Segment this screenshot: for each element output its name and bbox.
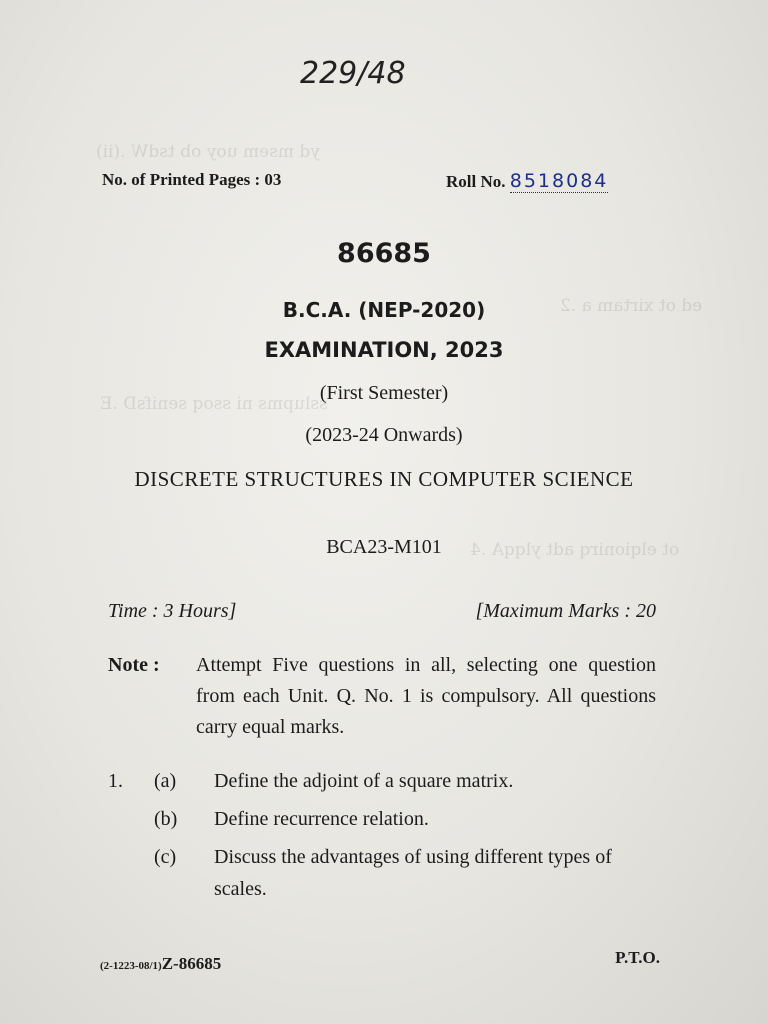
pto-label: P.T.O.: [615, 948, 660, 967]
maximum-marks: [Maximum Marks : 20: [475, 600, 656, 622]
subject-code: BCA23-M101: [326, 536, 442, 558]
roll-value: 8518084: [509, 170, 609, 192]
question-part: [108, 841, 656, 911]
part-text: Discuss the advantages of using different types of scales.: [214, 846, 612, 900]
note-text: Attempt Five questions in all, selecting one question from each Unit. Q. No. 1 is compulsory. All questions carry equal marks.: [196, 654, 656, 738]
bleed-through-decoration: sslupms ni ssoq senifsD .E: [100, 394, 328, 414]
subject-title: DISCRETE STRUCTURES IN COMPUTER SCIENCE: [134, 467, 634, 491]
paper-code: 86685: [337, 238, 431, 269]
part-text: Define the adjoint of a square matrix.: [214, 770, 514, 792]
part-label: (b): [154, 808, 178, 830]
session: (2023-24 Onwards): [305, 424, 463, 446]
part-label: (c): [154, 846, 177, 868]
question-1: [108, 765, 656, 911]
roll-label: Roll No.: [446, 172, 506, 191]
paper-reference: Z-86685: [161, 954, 222, 973]
part-label: (a): [154, 770, 177, 792]
time-allowed: Time : 3 Hours]: [108, 600, 237, 622]
bleed-through-decoration: ed ot xirtam a .2: [560, 296, 703, 316]
footer-code: [100, 954, 221, 974]
question-number: 1.: [108, 770, 123, 792]
note-label: Note :: [108, 654, 160, 676]
roll-number: [446, 170, 608, 192]
semester: (First Semester): [319, 382, 449, 404]
print-code: (2-1223-08/1): [100, 960, 162, 972]
question-part: [108, 803, 656, 841]
course-title: B.C.A. (NEP-2020): [282, 298, 486, 322]
bleed-through-decoration: ot elqionirq adt ylqqA .4: [470, 540, 680, 560]
question-part: [108, 765, 656, 803]
exam-title: EXAMINATION, 2023: [264, 338, 504, 362]
printed-pages: No. of Printed Pages : 03: [102, 170, 282, 189]
handwritten-page-count: 229/48: [300, 56, 406, 91]
bleed-through-decoration: yd msem uoy ob tsdW .(ii): [96, 142, 320, 162]
part-text: Define recurrence relation.: [214, 808, 429, 830]
